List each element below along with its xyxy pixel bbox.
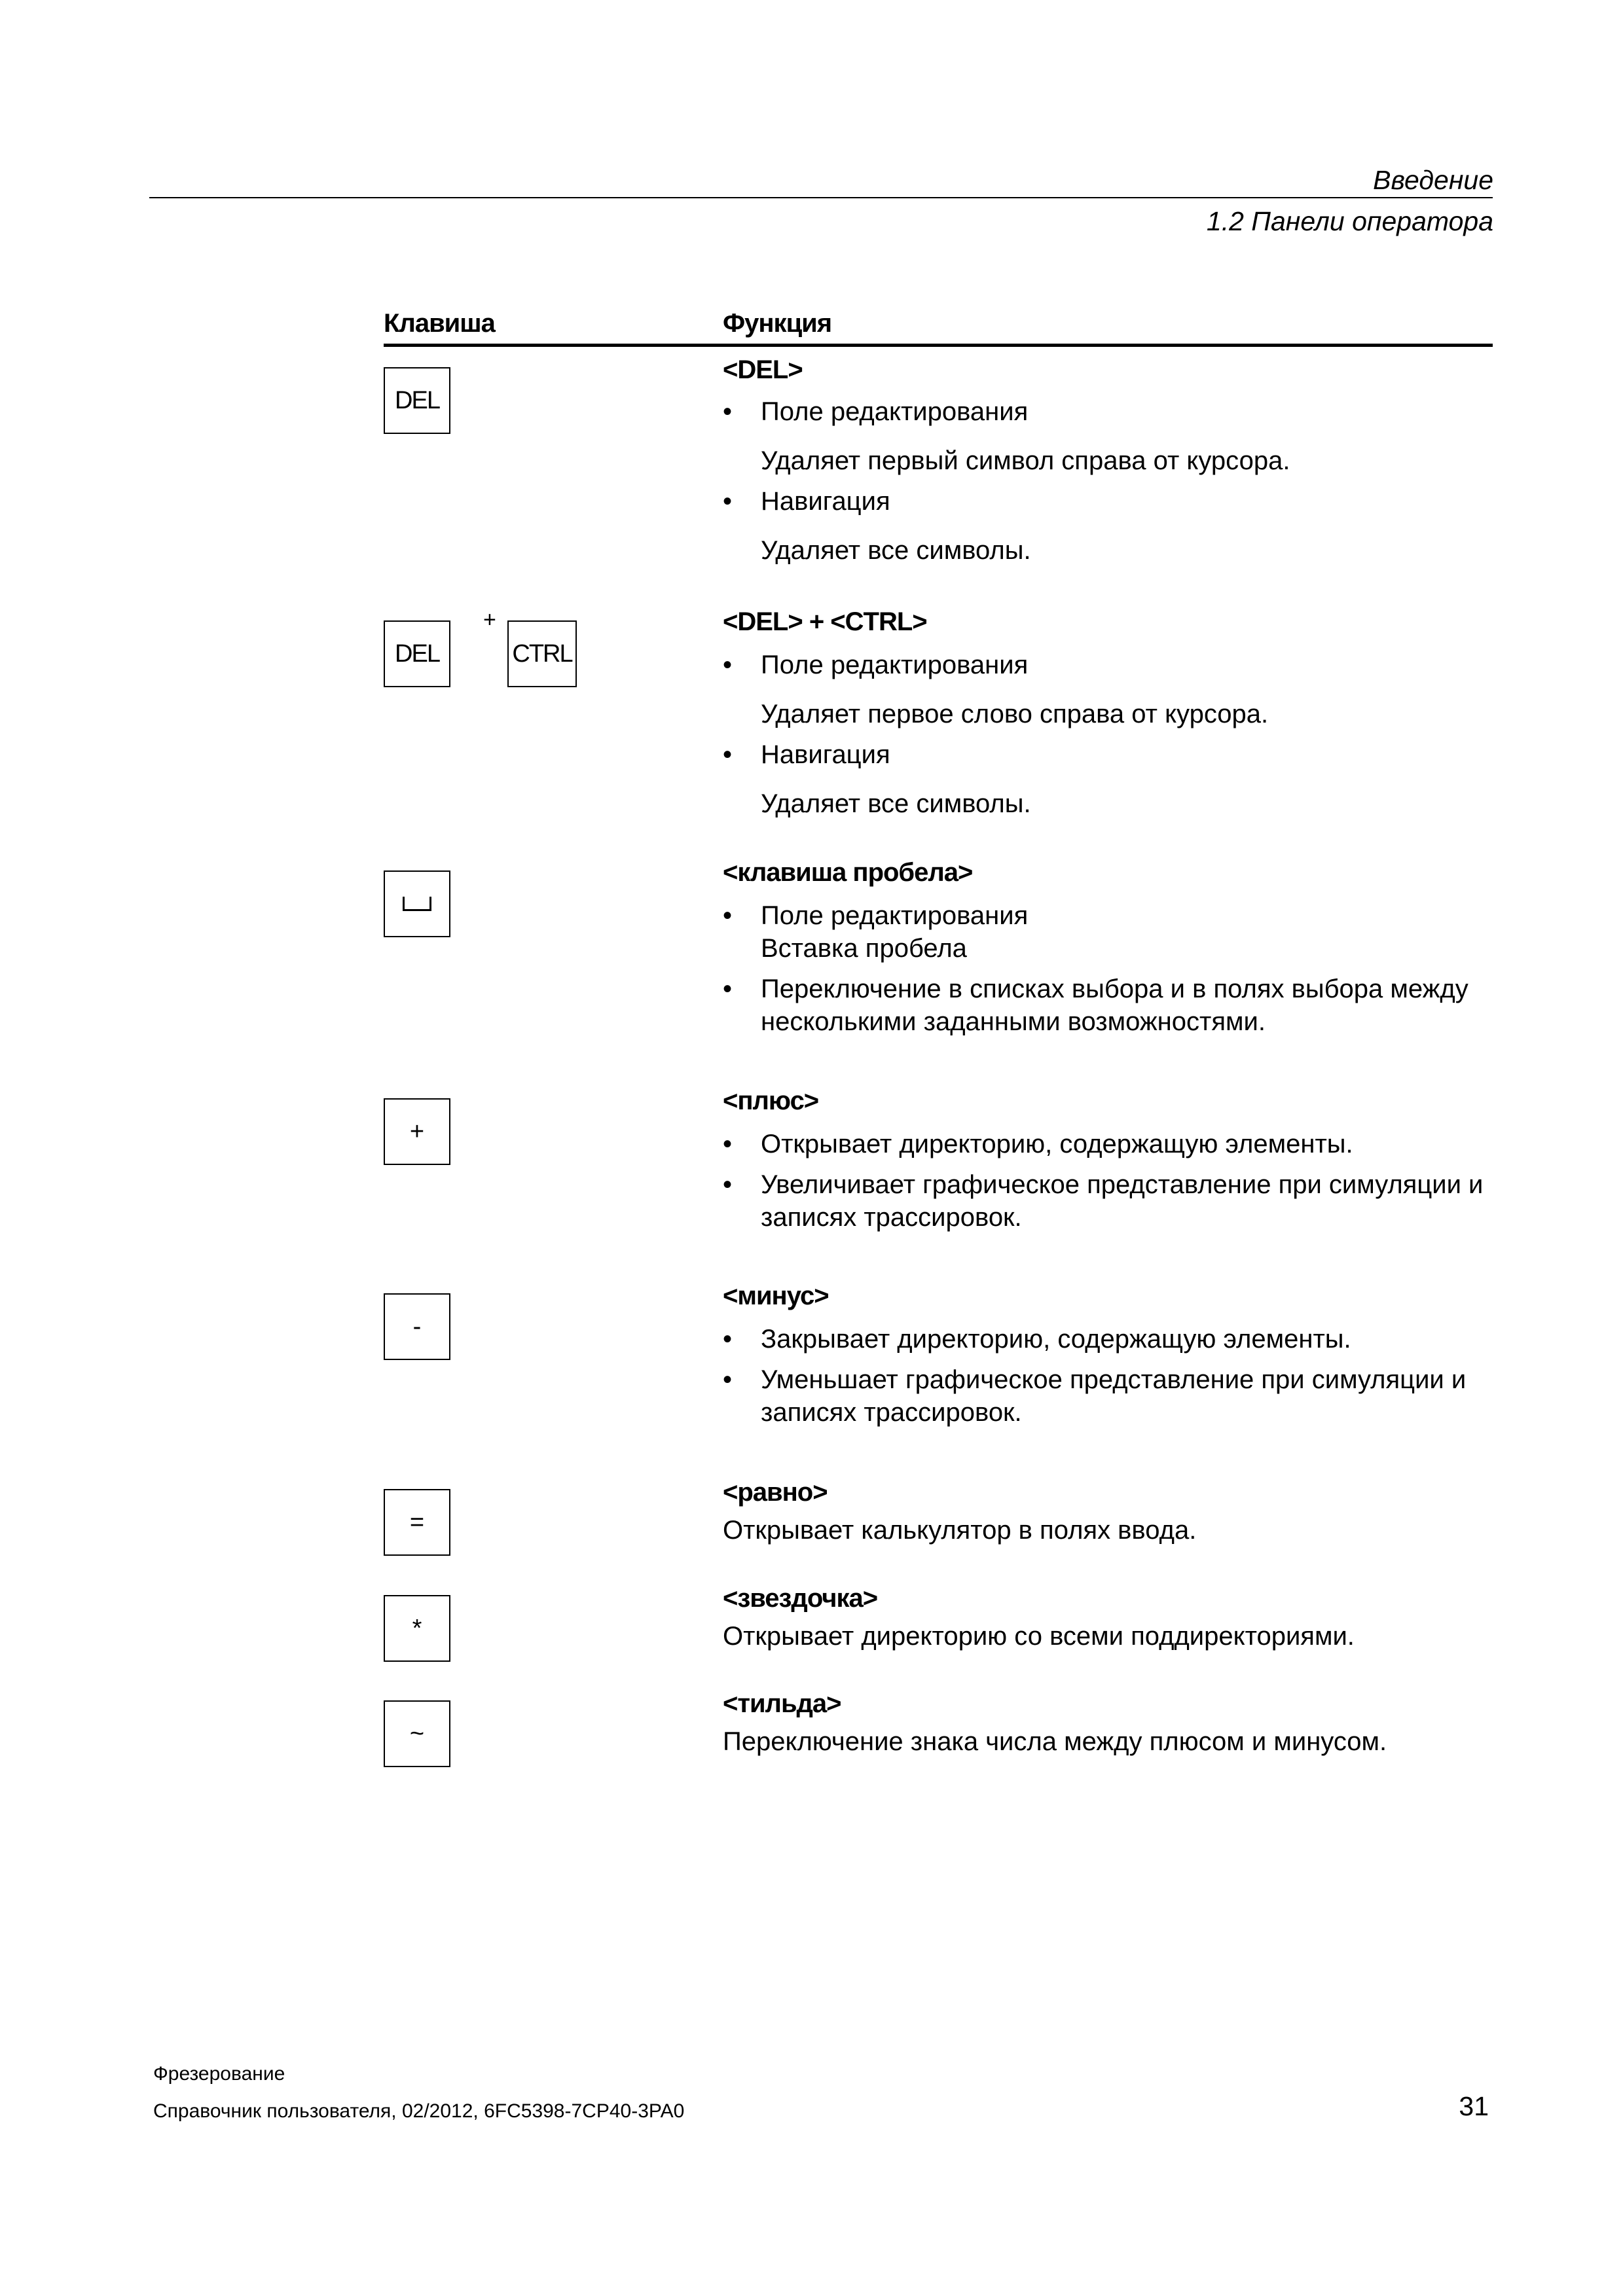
key-ctrl: CTRL (507, 620, 577, 687)
function-title: <плюс> (723, 1086, 819, 1115)
list-item-detail: Удаляет все символы. (761, 536, 1031, 565)
list-item: • Увеличивает графическое представление при симуляции и записях трассировок. (723, 1168, 1495, 1234)
function-title: <звездочка> (723, 1584, 878, 1613)
function-title: <тильда> (723, 1689, 841, 1718)
table-header-rule (384, 344, 1493, 347)
footer-manual-info: Справочник пользователя, 02/2012, 6FC5398-7CP40-3PA0 (153, 2100, 685, 2122)
column-header-key: Клавиша (384, 309, 495, 338)
list-item: • Переключение в списках выбора и в полях выбора между несколькими заданными возможностями. (723, 973, 1495, 1038)
key-equals: = (384, 1489, 450, 1556)
function-equals (723, 1476, 1495, 1547)
page-number: 31 (1459, 2091, 1489, 2121)
function-plus (723, 1085, 1495, 1234)
function-del (723, 353, 1495, 567)
key-del: DEL (384, 367, 450, 434)
key-space (384, 870, 450, 937)
list-item-detail: Вставка пробела (761, 934, 967, 963)
space-bar-icon (403, 897, 431, 911)
key-plus: + (384, 1098, 450, 1165)
key-combo-plus: + (483, 607, 496, 632)
function-title: <клавиша пробела> (723, 858, 973, 887)
key-del: DEL (384, 620, 450, 687)
list-item: • Уменьшает графическое представление при симуляции и записях трассировок. (723, 1363, 1495, 1429)
function-title: <равно> (723, 1478, 828, 1507)
function-description: Переключение знака числа между плюсом и минусом. (723, 1727, 1387, 1756)
list-item: • Поле редактирования (723, 899, 1495, 932)
list-item: • Навигация (723, 485, 1495, 518)
function-asterisk (723, 1582, 1495, 1653)
function-title: <DEL> + <CTRL> (723, 607, 927, 636)
function-del-ctrl (723, 605, 1495, 820)
list-item-detail: Удаляет первый символ справа от курсора. (761, 446, 1290, 475)
list-item: • Закрывает директорию, содержащую элементы. (723, 1323, 1495, 1355)
running-header-chapter: Введение (1373, 165, 1493, 195)
list-item: • Поле редактирования (723, 395, 1495, 428)
list-item: • Навигация (723, 738, 1495, 771)
key-tilde: ~ (384, 1700, 450, 1767)
function-tilde (723, 1687, 1495, 1758)
header-rule (149, 197, 1493, 198)
function-space (723, 856, 1495, 1038)
key-asterisk: * (384, 1595, 450, 1662)
list-item: • Открывает директорию, содержащую элементы. (723, 1128, 1495, 1160)
list-item: • Поле редактирования (723, 649, 1495, 681)
function-title: <DEL> (723, 355, 803, 384)
function-description: Открывает директорию со всеми поддиректориями. (723, 1622, 1355, 1651)
list-item-detail: Удаляет все символы. (761, 789, 1031, 818)
list-item-detail: Удаляет первое слово справа от курсора. (761, 700, 1269, 728)
running-header-section: 1.2 Панели оператора (1206, 206, 1493, 236)
column-header-function: Функция (723, 309, 832, 338)
footer-product: Фрезерование (153, 2063, 285, 2085)
function-title: <минус> (723, 1282, 829, 1310)
function-minus (723, 1280, 1495, 1429)
function-description: Открывает калькулятор в полях ввода. (723, 1516, 1197, 1545)
key-minus: - (384, 1293, 450, 1360)
